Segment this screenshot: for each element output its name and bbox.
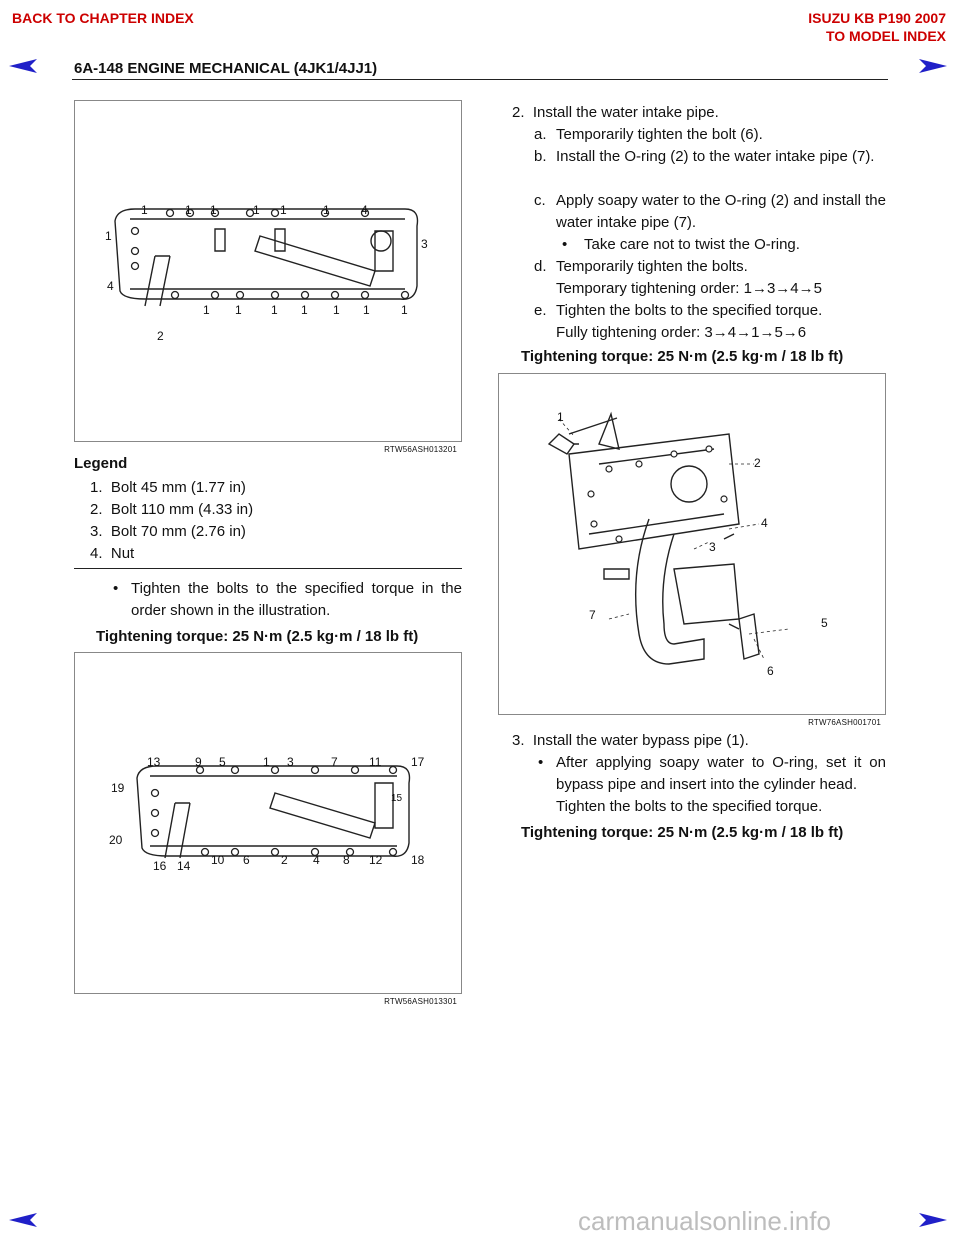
callout: 1 <box>141 203 148 217</box>
order-diagram <box>75 653 461 993</box>
callout: 1 <box>363 303 370 317</box>
substep-marker: a. <box>534 126 547 143</box>
bullet-dot: • <box>562 236 568 253</box>
substep-marker: c. <box>534 192 546 209</box>
arrow-right-icon[interactable] <box>918 58 948 74</box>
figure-tightening-order <box>74 652 462 1006</box>
order-label: 16 <box>153 859 167 873</box>
callout: 1 <box>401 303 408 317</box>
substep-b: Install the O-ring (2) to the water intake pipe (7). <box>556 148 875 165</box>
order-label: 4 <box>313 853 320 867</box>
callout: 1 <box>235 303 242 317</box>
step-3-note-2: Tighten the bolts to the specified torque. <box>556 798 823 815</box>
order-label: 20 <box>109 833 123 847</box>
header-rule <box>72 79 888 80</box>
legend-item: 3. Bolt 70 mm (2.76 in) <box>90 523 246 540</box>
callout: 1 <box>210 203 217 217</box>
callout: 1 <box>301 303 308 317</box>
substep-c: Apply soapy water to the O-ring (2) and install the water intake pipe (7). <box>556 192 886 231</box>
substep-a: Temporarily tighten the bolt (6). <box>556 126 763 143</box>
substep-d: Temporarily tighten the bolts. <box>556 258 748 275</box>
substep-marker: d. <box>534 258 547 275</box>
callout: 1 <box>280 203 287 217</box>
legend-item: 4. Nut <box>90 545 135 562</box>
callout: 1 <box>333 303 340 317</box>
instruction-bullet: Tighten the bolts to the specified torque in the order shown in the illustration. <box>131 580 462 619</box>
callout: 1 <box>185 203 192 217</box>
figure-caption: RTW76ASH001701 <box>808 718 881 727</box>
bullet-dot: • <box>538 754 544 771</box>
torque-spec: Tightening torque: 25 N·m (2.5 kg·m / 18 lb ft) <box>521 348 844 365</box>
order-label: 1 <box>263 755 270 769</box>
cover-bolts-diagram <box>75 101 461 441</box>
part-callout: 3 <box>709 540 716 554</box>
order-label: 3 <box>287 755 294 769</box>
part-callout: 1 <box>557 410 564 424</box>
callout: 1 <box>271 303 278 317</box>
page-title: 6A-148 ENGINE MECHANICAL (4JK1/4JJ1) <box>74 60 378 77</box>
callout: 1 <box>253 203 260 217</box>
step-2: 2. Install the water intake pipe. <box>512 104 719 121</box>
callout: 3 <box>421 237 428 251</box>
bullet-dot: • <box>113 580 119 597</box>
legend-item: 1. Bolt 45 mm (1.77 in) <box>90 479 246 496</box>
part-callout: 6 <box>767 664 774 678</box>
figure-cylinder-head-cover <box>74 100 462 454</box>
part-callout: 7 <box>589 608 596 622</box>
order-label: 12 <box>369 853 383 867</box>
arrow-left-icon[interactable] <box>8 1212 38 1228</box>
order-label: 6 <box>243 853 250 867</box>
order-label: 7 <box>331 755 338 769</box>
substep-marker: e. <box>534 302 547 319</box>
order-label: 17 <box>411 755 425 769</box>
callout: 4 <box>107 279 114 293</box>
to-model-index-link[interactable]: TO MODEL INDEX <box>825 28 946 44</box>
step-3-note: After applying soapy water to O-ring, set it on bypass pipe and insert into the cylinder head. <box>556 754 886 793</box>
part-callout: 2 <box>754 456 761 470</box>
legend-item: 2. Bolt 110 mm (4.33 in) <box>90 501 254 518</box>
part-callout: 5 <box>821 616 828 630</box>
order-label: 5 <box>219 755 226 769</box>
order-label: 10 <box>211 853 225 867</box>
order-label: 19 <box>111 781 125 795</box>
callout: 1 <box>203 303 210 317</box>
substep-c-note: Take care not to twist the O-ring. <box>584 236 800 253</box>
order-label: 13 <box>147 755 161 769</box>
legend-title: Legend <box>74 455 128 472</box>
model-title: ISUZU KB P190 2007 <box>808 10 946 26</box>
order-label: 8 <box>343 853 350 867</box>
torque-spec: Tightening torque: 25 N·m (2.5 kg·m / 18 lb ft) <box>521 824 844 841</box>
order-label: 15 <box>391 793 403 804</box>
back-to-chapter-link[interactable]: BACK TO CHAPTER INDEX <box>12 10 194 26</box>
part-callout: 4 <box>761 516 768 530</box>
arrow-right-icon[interactable] <box>918 1212 948 1228</box>
figure-caption: RTW56ASH013301 <box>384 997 457 1006</box>
full-order: Fully tightening order: 3→4→1→5→6 <box>556 324 807 341</box>
callout: 4 <box>361 203 368 217</box>
order-label: 9 <box>195 755 202 769</box>
watermark: carmanualsonline.info <box>578 1206 831 1236</box>
callout: 2 <box>157 329 164 343</box>
intake-pipe-diagram <box>499 374 885 714</box>
figure-caption: RTW56ASH013201 <box>384 445 457 454</box>
order-label: 11 <box>369 755 382 769</box>
temporary-order: Temporary tightening order: 1→3→4→5 <box>556 280 822 297</box>
step-3: 3. Install the water bypass pipe (1). <box>512 732 749 749</box>
substep-e: Tighten the bolts to the specified torque. <box>556 302 823 319</box>
order-label: 2 <box>281 853 288 867</box>
order-label: 18 <box>411 853 425 867</box>
order-label: 14 <box>177 859 191 873</box>
figure-water-intake-pipe <box>498 373 886 727</box>
callout: 1 <box>323 203 330 217</box>
legend-rule <box>74 568 462 569</box>
callout: 1 <box>105 229 112 243</box>
substep-marker: b. <box>534 148 547 165</box>
torque-spec: Tightening torque: 25 N·m (2.5 kg·m / 18 lb ft) <box>96 628 419 645</box>
arrow-left-icon[interactable] <box>8 58 38 74</box>
